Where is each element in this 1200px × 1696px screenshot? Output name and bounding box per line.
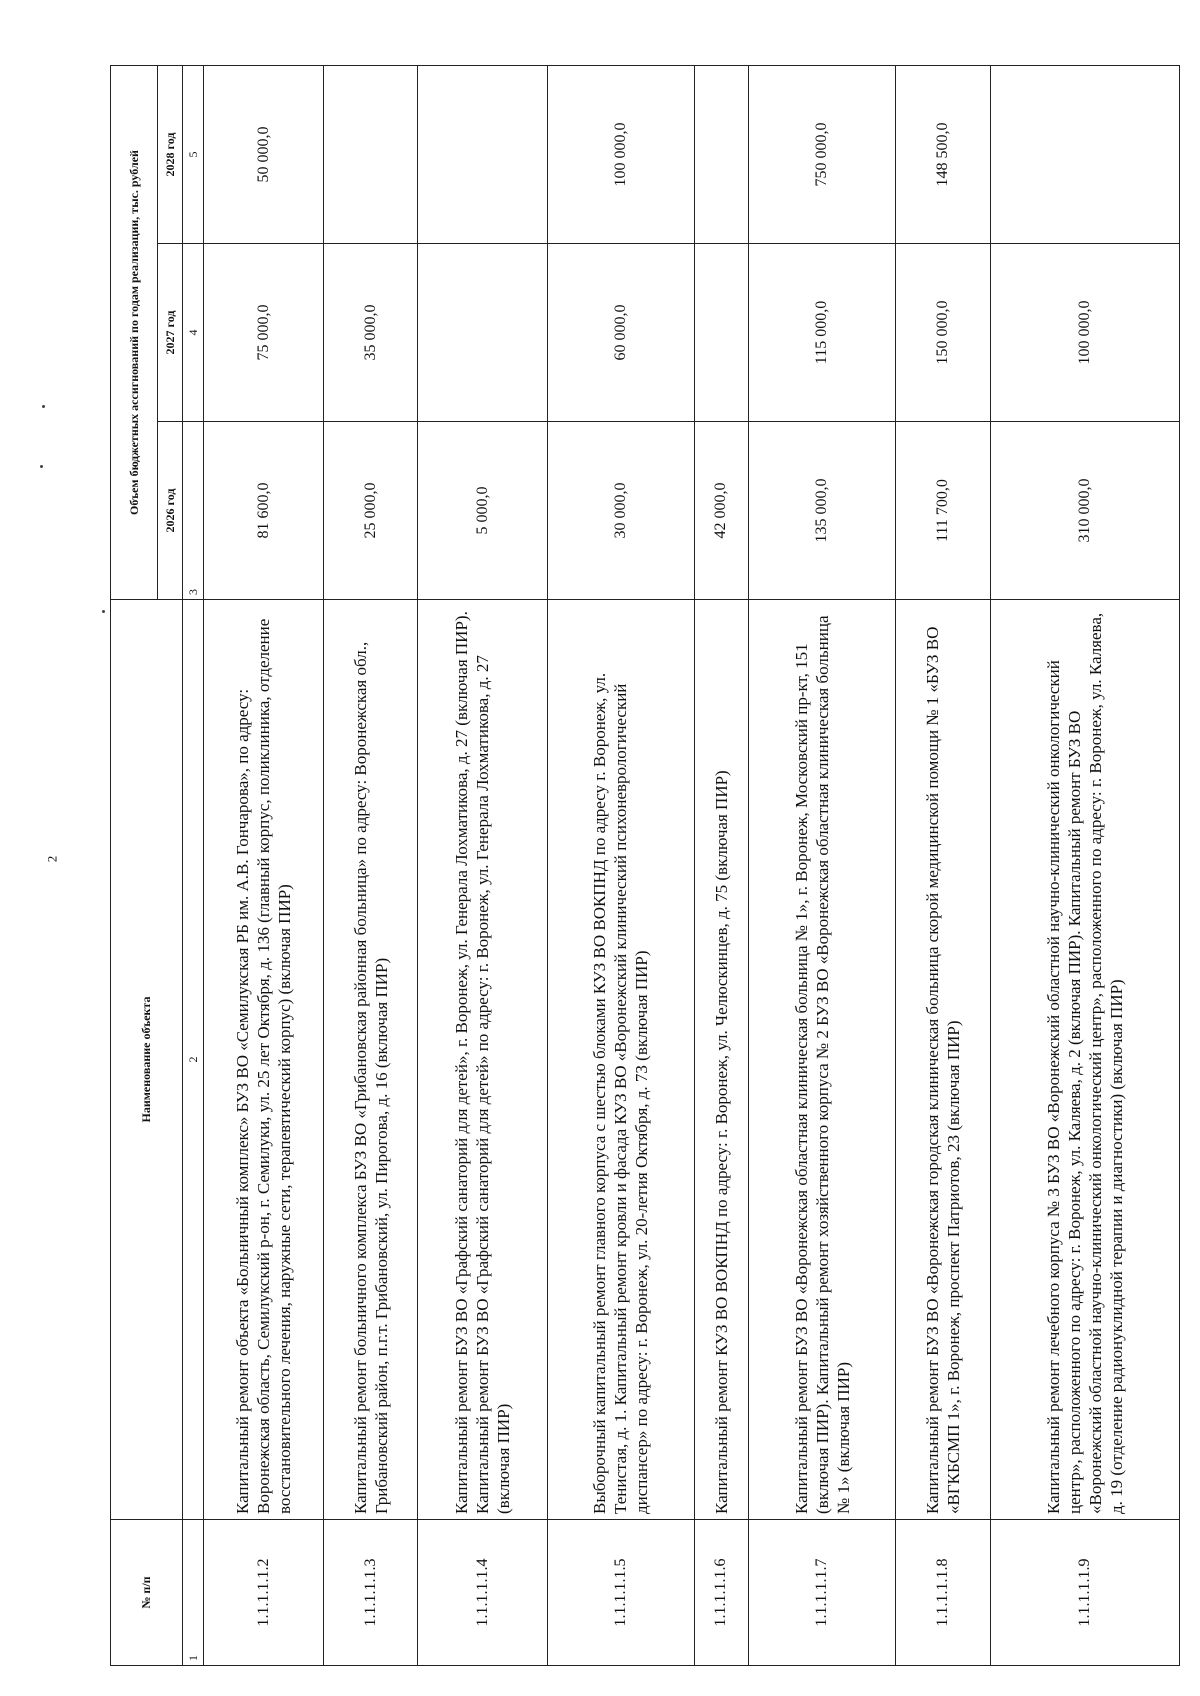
table-row	[896, 66, 991, 1666]
object-name: Выборочный капитальный ремонт главного корпуса с шестью блоками КУЗ ВО ВОКПНД по адресу г. Воронеж, ул. Тенистая, д. 1. Капитальный ремонт кровли и фасада КУЗ ВО «Воронежский клинический психоневрологический диспансер» по адресу: г. Воронеж, ул. 20-летия Октября, д. 73 (включая ПИР)	[547, 600, 694, 1520]
index-cell: 2	[183, 600, 204, 1520]
value-2028	[694, 66, 749, 244]
table-row	[204, 66, 323, 1666]
header-budget: Объем бюджетных ассигнований по годам реализации, тыс. рублей	[111, 66, 158, 600]
row-number: 1.1.1.1.1.3	[323, 1520, 418, 1666]
value-2028: 750 000,0	[749, 66, 896, 244]
value-2028	[990, 66, 1179, 244]
value-2028: 50 000,0	[204, 66, 323, 244]
value-2026: 81 600,0	[204, 422, 323, 600]
value-2027: 60 000,0	[547, 244, 694, 422]
value-2026: 5 000,0	[418, 422, 547, 600]
value-2026: 111 700,0	[896, 422, 991, 600]
value-2027: 100 000,0	[990, 244, 1179, 422]
header-2027: 2027 год	[158, 244, 183, 422]
row-number: 1.1.1.1.1.8	[896, 1520, 991, 1666]
header-name: Наименование объекта	[111, 600, 183, 1520]
table-row	[990, 66, 1179, 1666]
budget-table	[110, 65, 1180, 1666]
rotated-table-wrapper	[110, 66, 1180, 1666]
table-row	[418, 66, 547, 1666]
value-2028: 100 000,0	[547, 66, 694, 244]
index-row	[183, 66, 204, 1666]
table-row	[323, 66, 418, 1666]
object-name: Капитальный ремонт БУЗ ВО «Графский санаторий для детей», г. Воронеж, ул. Генерала Лохматикова, д. 27 (включая ПИР). Капитальный ремонт БУЗ ВО «Графский санаторий для детей» по адресу: г. Воронеж, ул. Генерала Лохматикова, д. 27 (включая ПИР)	[418, 600, 547, 1520]
table-row	[694, 66, 749, 1666]
header-num: № п/п	[111, 1520, 183, 1666]
row-number: 1.1.1.1.1.9	[990, 1520, 1179, 1666]
value-2026: 42 000,0	[694, 422, 749, 600]
object-name: Капитальный ремонт БУЗ ВО «Воронежская областная клиническая больница № 1», г. Воронеж, Московский пр-кт, 151 (включая ПИР). Капитальный ремонт хозяйственного корпуса № 2 БУЗ ВО «Воронежская областная клиническая больница № 1» (включая ПИР)	[749, 600, 896, 1520]
index-cell: 5	[183, 66, 204, 244]
value-2028: 148 500,0	[896, 66, 991, 244]
value-2026: 30 000,0	[547, 422, 694, 600]
object-name: Капитальный ремонт больничного комплекса БУЗ ВО «Грибановская районная больница» по адресу: Воронежская обл., Грибановский район, п.г.т. Грибановский, ул. Пирогова, д. 16 (включая ПИР)	[323, 600, 418, 1520]
row-number: 1.1.1.1.1.4	[418, 1520, 547, 1666]
table-row	[547, 66, 694, 1666]
row-number: 1.1.1.1.1.5	[547, 1520, 694, 1666]
value-2027: 115 000,0	[749, 244, 896, 422]
row-number: 1.1.1.1.1.7	[749, 1520, 896, 1666]
header-2028: 2028 год	[158, 66, 183, 244]
object-name: Капитальный ремонт лечебного корпуса № 3 БУЗ ВО «Воронежский областной научно-клинический онкологический центр», расположенного по адресу: г. Воронеж, ул. Каляева, д. 2 (включая ПИР). Капитальный ремонт БУЗ ВО «Воронежский областной научно-клинический онкологический центр», расположенного по адресу: г. Воронеж, ул. Каляева, д. 19 (отделение радионуклидной терапии и диагностики) (включая ПИР)	[990, 600, 1179, 1520]
value-2026: 310 000,0	[990, 422, 1179, 600]
scan-speck	[40, 465, 43, 468]
value-2027	[694, 244, 749, 422]
table-row	[749, 66, 896, 1666]
value-2027: 150 000,0	[896, 244, 991, 422]
index-cell: 4	[183, 244, 204, 422]
header-2026: 2026 год	[158, 422, 183, 600]
value-2027: 75 000,0	[204, 244, 323, 422]
value-2028	[418, 66, 547, 244]
row-number: 1.1.1.1.1.6	[694, 1520, 749, 1666]
value-2028	[323, 66, 418, 244]
scan-speck	[42, 405, 45, 408]
value-2026: 135 000,0	[749, 422, 896, 600]
object-name: Капитальный ремонт КУЗ ВО ВОКПНД по адресу: г. Воронеж, ул. Челюскинцев, д. 75 (включая ПИР)	[694, 600, 749, 1520]
object-name: Капитальный ремонт БУЗ ВО «Воронежская городская клиническая больница скорой медицинской помощи № 1 «БУЗ ВО «ВГКБСМП 1», г. Воронеж, проспект Патриотов, 23 (включая ПИР)	[896, 600, 991, 1520]
index-cell: 3	[183, 422, 204, 600]
object-name: Капитальный ремонт объекта «Больничный комплекс» БУЗ ВО «Семилукская РБ им. А.В. Гончарова», по адресу: Воронежская область, Семилукский р-он, г. Семилуки, ул. 25 лет Октября, д. 136 (главный корпус, поликлиника, отделение восстановительного лечения, наружные сети, терапевтический корпус) (включая ПИР)	[204, 600, 323, 1520]
page-number: 2	[44, 855, 60, 863]
scan-speck	[102, 610, 105, 613]
value-2027: 35 000,0	[323, 244, 418, 422]
row-number: 1.1.1.1.1.2	[204, 1520, 323, 1666]
value-2026: 25 000,0	[323, 422, 418, 600]
value-2027	[418, 244, 547, 422]
index-cell: 1	[183, 1520, 204, 1666]
